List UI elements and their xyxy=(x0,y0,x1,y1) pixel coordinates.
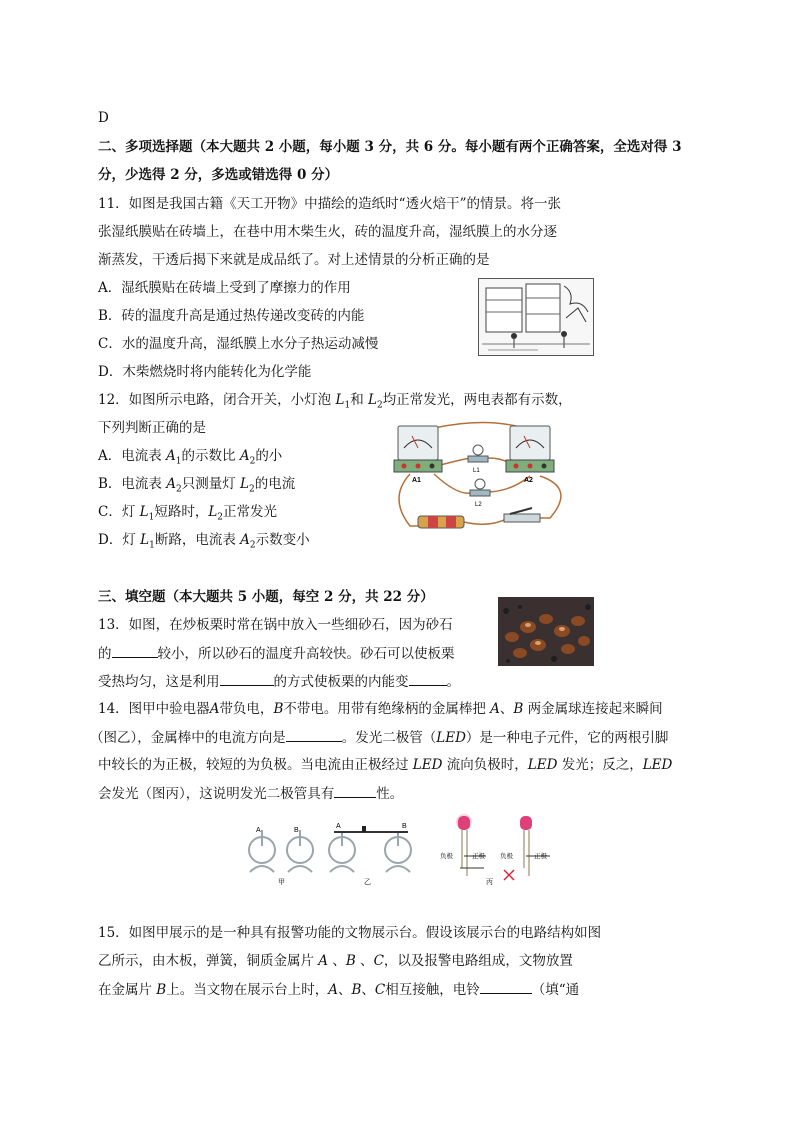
q11-stem-line2: 张湿纸膜贴在砖墙上，在巷中用木柴生火，砖的温度升高，湿纸膜上的水分逐 xyxy=(98,224,557,240)
q13-blank-2[interactable] xyxy=(220,671,274,686)
q15-stem-line3: 在金属片 B上。当文物在展示台上时，A、B、C相互接触，电铃 （填“通 xyxy=(98,979,579,1000)
electroscope-b-label: B xyxy=(294,827,299,834)
q14-blank-1[interactable] xyxy=(286,727,342,742)
q12-circuit-figure xyxy=(380,418,580,536)
q14-stem-line3: 中较长的为正极，较短的为负极。当电流由正极经过 LED 流向负极时，LED 发光；反之，LED xyxy=(98,757,673,773)
q15-blank-1[interactable] xyxy=(480,979,532,994)
q11-option-a: A．湿纸膜贴在砖墙上受到了摩擦力的作用 xyxy=(98,280,351,296)
figure-bing-label: 丙 xyxy=(486,879,493,886)
q12-stem-line2: 下列判断正确的是 xyxy=(98,420,206,436)
q13-stem-line2: 的 较小，所以砂石的温度升高较快。砂石可以使板栗 xyxy=(98,643,455,664)
electroscope-a-label: A xyxy=(256,827,261,834)
led2-negative-label: 负极 xyxy=(500,853,513,860)
q12-option-c: C．灯 $L_1$短路时，$L_2$正常发光 xyxy=(98,504,278,523)
q15-stem-line2: 乙所示，由木板，弹簧，铜质金属片 A 、B 、C，以及报警电路组成，文物放置 xyxy=(98,953,573,969)
q12-option-d: D．灯 $L_1$断路，电流表 $A_2$示数变小 xyxy=(98,532,310,551)
q13-chestnut-photo xyxy=(498,597,594,666)
q12-option-a: A．电流表 $A_1$的示数比 $A_2$的小 xyxy=(98,448,283,467)
section3-heading: 三、填空题（本大题共 5 小题，每空 2 分，共 22 分） xyxy=(98,589,434,605)
q11-stem-line1: 11．如图是我国古籍《天工开物》中描绘的造纸时“透火焙干”的情景。将一张 xyxy=(98,196,561,212)
q14-stem-line1: 14．图甲中验电器A带负电，B不带电。用带有绝缘柄的金属棒把 A、B 两金属球连接起来瞬间 xyxy=(98,701,663,717)
figure-yi-label: 乙 xyxy=(364,879,371,886)
q11-option-c: C．水的温度升高，湿纸膜上水分子热运动减慢 xyxy=(98,336,379,352)
q13-stem-line3: 受热均匀，这是利用 的方式使板栗的内能变 。 xyxy=(98,671,460,692)
q14-stem-line4: 会发光（图丙），这说明发光二极管具有 性。 xyxy=(98,783,403,804)
electroscope-a2-label: A xyxy=(336,823,341,830)
led1-positive-label: 正极 xyxy=(472,853,485,860)
electroscope-b2-label: B xyxy=(402,823,407,830)
q13-blank-1[interactable] xyxy=(112,643,158,658)
q12-option-b: B．电流表 $A_2$只测量灯 $L_2$的电流 xyxy=(98,476,296,495)
q13-blank-3[interactable] xyxy=(409,671,447,686)
section2-heading-line1: 二、多项选择题（本大题共 2 小题，每小题 3 分，共 6 分。每小题有两个正确答案，全选对得 3 xyxy=(98,139,682,155)
q11-papermaking-illustration xyxy=(478,278,594,356)
q14-electroscope-led-figure xyxy=(238,810,558,886)
q11-stem-line3: 渐蒸发，干透后揭下来就是成品纸了。对上述情景的分析正确的是 xyxy=(98,252,490,268)
bulb-l2-label: L2 xyxy=(475,502,482,508)
ammeter-a2-label: A2 xyxy=(524,477,533,484)
q11-option-b: B．砖的温度升高是通过热传递改变砖的内能 xyxy=(98,308,365,324)
led1-negative-label: 负极 xyxy=(440,853,453,860)
led2-positive-label: 正极 xyxy=(534,853,547,860)
bulb-l1-label: L1 xyxy=(473,468,480,474)
section2-heading-line2: 分，少选得 2 分，多选或错选得 0 分） xyxy=(98,167,339,183)
ammeter-a1-label: A1 xyxy=(412,477,421,484)
q13-stem-line1: 13．如图，在炒板栗时常在锅中放入一些细砂石，因为砂石 xyxy=(98,617,453,633)
figure-jia-label: 甲 xyxy=(278,879,285,886)
q14-blank-2[interactable] xyxy=(334,783,376,798)
q11-option-d: D．木柴燃烧时将内能转化为化学能 xyxy=(98,364,312,380)
q15-stem-line1: 15．如图甲展示的是一种具有报警功能的文物展示台。假设该展示台的电路结构如图 xyxy=(98,925,602,941)
q12-stem-line1: 12．如图所示电路，闭合开关，小灯泡 $L_1$和 $L_2$均正常发光，两电表都有示数， xyxy=(98,392,572,411)
q14-stem-line2: （图乙），金属棒中的电流方向是 。发光二极管（LED）是一种电子元件，它的两根引脚 xyxy=(90,727,668,748)
previous-answer: D xyxy=(98,110,109,126)
